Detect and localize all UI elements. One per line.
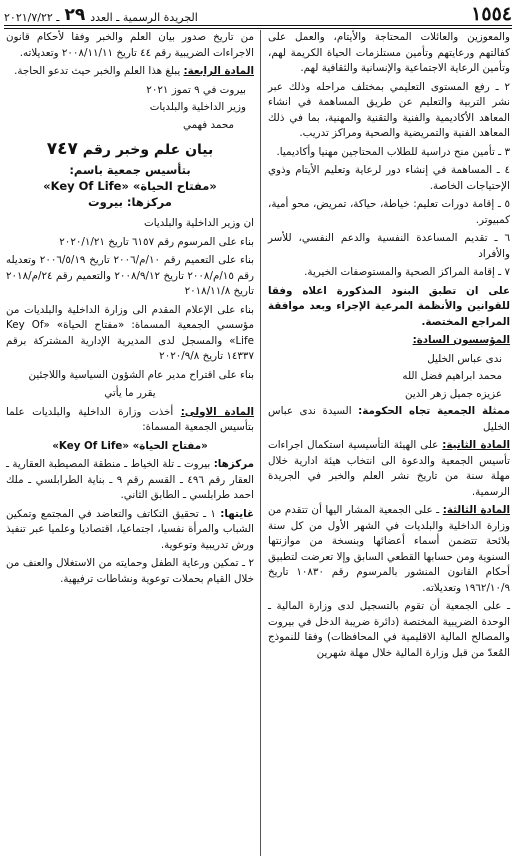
journal-header: [4, 7, 198, 24]
founders-heading: المؤسسون السادة:: [412, 334, 510, 346]
founder-name: عزيزه جميل زهر الدين: [404, 387, 502, 400]
legal-basis: بناء على التعميم رقم ١٠/م/٢٠٠٦ تاريخ ٢٠٠٦/٥/١٩ وتعديله رقم ١٥/م/٢٠٠٨ تاريخ ٢٠٠٨/٩/١٢ والتعميم رقم ٢٤/م/٢٠١٨ تاريخ ٢٠١٨/١١/٨: [6, 254, 254, 297]
paragraph: ٢ ـ رفع المستوى التعليمي بمختلف مراحله وذلك عبر نشر التربية والتعليم عن طريق المساهمة في انشاء المعاهد الأكاديمية والفنية والتقنية والمهنية، بما في ذلك المعاهد الفنية والتمريضية والصحية ومراكز تدريب.: [268, 80, 510, 139]
addr-label: مركزها:: [213, 458, 254, 470]
paragraph: ٥ ـ إقامة دورات تعليم: خياطة، حياكة، تمريض، محو أمية، كمبيوتر.: [268, 198, 510, 226]
goal-item: ٢ ـ تمكين ورعاية الطفل وحمايته من الاستغلال والعنف من خلال القيام بحملات توعوية ونشاطات ترفيهية.: [6, 557, 254, 585]
association-hq: مركزها: بيروت: [88, 195, 172, 209]
goals-label: غايتها:: [220, 507, 254, 520]
bold-note: على ان تطبق البنود المذكورة اعلاه وفقا للقوانين والأنظمة المرعية الإجراء وبعد موافقة المراجع المختصة.: [268, 284, 510, 328]
decides-heading: يقرر ما يأتي: [104, 387, 156, 399]
rep-text: السيدة ندى عباس الخليل: [268, 405, 510, 433]
addr-text: بيروت ـ تلة الخياط ـ منطقة المصيطبة العقارية ـ العقار رقم ٤٩٦ ـ القسم رقم ٩ ـ بناية الطرابلسي ـ ملك احمد طرابلسي ـ الطابق الثاني.: [6, 458, 255, 501]
art1-label: المادة الاولى:: [180, 405, 254, 418]
article-2: [268, 438, 510, 500]
paragraph: ٣ ـ تأمين منح دراسية للطلاب المحتاجين مهنيا وأكاديميا.: [276, 145, 510, 158]
right-column: [268, 30, 510, 664]
association-name: «مفتاح الحياة» «Key Of Life»: [43, 179, 217, 193]
notice-number: ٧٤٧: [46, 139, 78, 159]
art4-text: يبلغ هذا العلم والخبر حيث تدعو الحاجة.: [14, 65, 181, 77]
art2-label: المادة الثانية:: [442, 439, 511, 451]
paragraph: ٤ ـ المساهمة في إنشاء دور لرعاية وتعليم الأيتام وذوي الإحتياجات الخاصة.: [268, 164, 510, 192]
signatory-name: محمد فهمي: [183, 118, 234, 131]
paragraph: ٦ ـ تقديم المساعدة النفسية والدعم النفسي، للأسر والأفراد: [268, 232, 510, 260]
notice-title-text: بيان علم وخبر رقم: [82, 142, 214, 158]
article-3: [268, 503, 510, 596]
sign-place-date: بيروت في ٩ تموز ٢٠٢١: [146, 83, 246, 96]
page-number: ١٥٥٤: [471, 3, 512, 25]
page-header: [4, 2, 512, 24]
art4-label: المادة الرابعة:: [183, 65, 254, 77]
issuer: ان وزير الداخلية والبلديات: [144, 217, 254, 229]
paragraph: ٧ ـ إقامة المراكز الصحية والمستوصفات الخيرية.: [304, 266, 510, 278]
signatory-title: وزير الداخلية والبلديات: [149, 101, 246, 113]
header-rule: [4, 25, 512, 26]
goals: [6, 507, 254, 554]
issue-number: ٢٩: [64, 5, 86, 25]
left-column: [6, 30, 254, 590]
legal-basis: بناء على المرسوم رقم ٦١٥٧ تاريخ ٢٠٢٠/١/٢١: [59, 235, 254, 248]
notice-subtitle: بتأسيس جمعية باسم:: [69, 163, 191, 177]
legal-basis: بناء على الإعلام المقدم الى وزارة الداخلية والبلديات من مؤسسي الجمعية المسماة: «مفتاح الحياة» «Key Of Life» والمسجل لدى المديرية الإدارية المشتركة برقم ١٤٣٣٧ تاريخ ٢٠٢٠/٩/٨: [6, 303, 254, 362]
founder-name: محمد ابراهيم فضل الله: [402, 370, 502, 382]
issue-date: ـ ٢٠٢١/٧/٢٢: [4, 11, 60, 24]
paragraph: والمعوزين والعائلات المحتاجة والأيتام، والعمل على كفالتهم ورعايتهم وتأمين مستلزمات الحياة الكريمة لهم، وتأمين الرعاية الاجتماعية والإنسانية والثقافية لهم.: [268, 31, 510, 74]
association-name-2: «مفتاح الحياة» «Key Of Life»: [52, 439, 208, 452]
paragraph: من تاريخ صدور بيان العلم والخبر وفقا لأحكام قانون الاجراءات الضريبية رقم ٤٤ تاريخ ٢٠٠٨/١١/١١ وتعديلاته.: [6, 31, 254, 59]
article-1: [6, 405, 254, 436]
art3-text: ـ على الجمعية المشار اليها أن تتقدم من وزارة الداخلية والبلديات في الشهر الأول من كل سنة بلائحة تتضمن أسماء أعضائها وبنسخة من موازنتها السنوية ومن حسابها القطعي السابق وإلا تعرضت لتطبيق أحكام القانون المنشور بالمرسوم رقم ١٠٨٣٠ تاريخ ١٩٦٢/١٠/٩ وتعديلاته.: [268, 504, 511, 594]
address: [6, 457, 254, 504]
header-rule-thin: [4, 28, 512, 29]
art3-label: المادة الثالثة:: [442, 504, 511, 516]
legal-basis: بناء على اقتراح مدير عام الشؤون السياسية واللاجئين: [28, 368, 254, 381]
article-4: [6, 64, 254, 80]
goals-text: ١ ـ تحقيق التكاتف والتعاضد في المجتمع وتمكين الشباب والمرأة نفسيا، اجتماعيا، اقتصاديا وعلميا عبر تنفيذ ورش تدريبية وتوعوية.: [6, 507, 254, 551]
notice-title: [6, 139, 254, 160]
rep-label: ممثلة الجمعية تجاه الحكومة:: [358, 405, 510, 417]
column-divider: [260, 30, 261, 856]
paragraph: ـ على الجمعية أن تقوم بالتسجيل لدى وزارة المالية ـ الوحدة الضريبية المختصة (دائرة ضريبة الدخل في بيروت والمصالح المالية الاقليمية في المحافظات) وفقا للنموذج المُعدّ من قبل وزارة المالية خلال مهلة شهرين: [268, 600, 510, 659]
art1-text: أخذت وزارة الداخلية والبلديات علما بتأسيس الجمعية المسماة:: [6, 405, 254, 433]
representative: [268, 404, 510, 435]
art2-text: على الهيئة التأسيسية استكمال اجراءات تأسيس الجمعية والدعوة الى انتخاب هيئة ادارية خلال مهلة سنة من تاريخ نشر العلم والخبر في الجريدة الرسمية.: [268, 439, 510, 498]
journal-name: الجريدة الرسمية ـ العدد: [90, 11, 198, 24]
founder-name: ندى عباس الخليل: [427, 352, 502, 365]
